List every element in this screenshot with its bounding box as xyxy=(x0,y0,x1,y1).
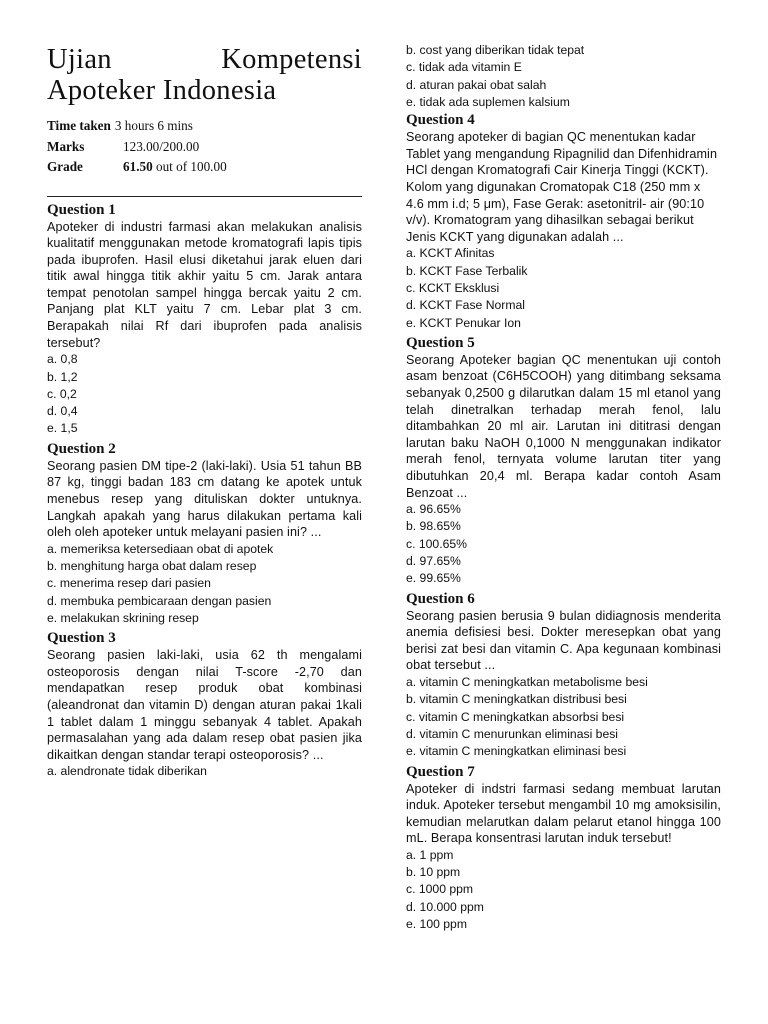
option-e: e. vitamin C meningkatkan eliminasi besi xyxy=(406,744,627,759)
option-b: b. cost yang diberikan tidak tepat xyxy=(406,43,585,57)
question-heading: Question 4 xyxy=(406,112,475,129)
option-d: d. 97.65% xyxy=(406,554,461,569)
marks-label: Marks xyxy=(47,138,85,154)
question-text: Apoteker di industri farmasi akan melakukan analisis kualitatif menggunakan metode kromatografi lapis tipis pada ibuprofen. Hasil elusi diketahui jarak eluen dari titik awal hingga titik akhir yaitu 5 cm. Jarak antara tempat penotolan sampel hingga bercak yaitu 2 cm. Panjang plat KLT yaitu 7 cm. Lebar plat 3 cm. Berapakah nilai Rf dari ibuprofen pada analisis tersebut? xyxy=(47,219,362,350)
title-line-2: Apoteker Indonesia xyxy=(47,75,277,106)
question-text: Seorang pasien DM tipe-2 (laki-laki). Usia 51 tahun BB 87 kg, tinggi badan 183 cm datang ke apotek untuk menebus resep yang dituliskan dokter untuknya. Langkah apakah yang harus dilakukan pertama kali oleh oleh apoteker untuk melayani pasien ini? ... xyxy=(47,458,362,540)
grade-row xyxy=(47,157,362,178)
right-column xyxy=(406,0,721,933)
title-line-1 xyxy=(47,44,362,75)
option-a: a. memeriksa ketersediaan obat di apotek xyxy=(47,541,274,556)
option-c: c. 1000 ppm xyxy=(406,882,474,897)
question-heading: Question 7 xyxy=(406,763,475,780)
question-text: Apoteker di indstri farmasi sedang membuat larutan induk. Apoteker tersebut mengambil 10 mg amoksisilin, kemudian melarutkan dalam pelarut etanol hingga 100 mL. Berapa konsentrasi larutan induk tersebut! xyxy=(406,781,721,846)
option-a: a. 96.65% xyxy=(406,502,461,517)
option-e: e. melakukan skrining resep xyxy=(47,610,199,625)
option-c: c. tidak ada vitamin E xyxy=(406,60,522,75)
answer-options xyxy=(47,351,362,437)
option-a: a. KCKT Afinitas xyxy=(406,246,495,261)
question-text: Seorang Apoteker bagian QC menentukan uji contoh asam benzoat (C6H5COOH) yang ditimbang seksama sebanyak 0,2500 g dilarutkan dalam 15 ml etanol yang telah dinetralkan terhadap merah fenol, lalu ditambahkan 20 ml air. Larutan ini dititrasi dengan larutan baku NaOH 0,1000 N menggunakan indikator merah fenol, ternyata volume larutan titer yang dibutuhkan 20,4 ml. Berapa kadar contoh Asam Benzoat ... xyxy=(406,352,721,500)
question-2 xyxy=(47,440,362,627)
question-text: Seorang apoteker di bagian QC menentukan kadar Tablet yang mengandung Ripagnilid dan Difenhidramin HCl dengan Kromatografi Cair Kinerja Tinggi (KCKT). Kolom yang digunakan Cromatopak C18 (250 mm x 4.6 mm i.d; 5 μm), Fase Gerak: asetonitril- air (90:10 v/v). Kromatogram yang dihasilkan sebagai berikut Jenis KCKT yang digunakan adalah ... xyxy=(406,130,718,244)
answer-options xyxy=(406,674,721,760)
option-b: b. 10 ppm xyxy=(406,865,461,880)
answer-options xyxy=(406,501,721,587)
question-heading: Question 5 xyxy=(406,334,475,351)
option-d: d. aturan pakai obat salah xyxy=(406,77,547,92)
option-e: e. 1,5 xyxy=(47,421,78,436)
question-heading: Question 6 xyxy=(406,590,475,607)
question-3 xyxy=(47,629,362,780)
title-word-1: Ujian xyxy=(47,44,112,75)
option-e: e. KCKT Penukar Ion xyxy=(406,315,521,330)
option-c: c. menerima resep dari pasien xyxy=(47,576,211,591)
question-text: Seorang pasien laki-laki, usia 62 th mengalami osteoporosis dengan nilai T-score -2,70 dan mendapatkan resep produk obat kombinasi (aleandronat dan vitamin D) dengan aturan pakai 1kali 1 tablet dalam 1 minggu sebanyak 4 tablet. Apakah permasalahan yang ada dalam resep obat pasien jika dikaitkan dengan standar terapi osteoporosis? ... xyxy=(47,648,362,762)
question-heading: Question 1 xyxy=(47,196,362,219)
question-5 xyxy=(406,334,721,588)
left-column xyxy=(47,0,362,781)
option-c: c. 100.65% xyxy=(406,536,467,551)
time-taken-label: Time taken xyxy=(47,118,111,133)
time-taken-row xyxy=(47,116,362,137)
question-4 xyxy=(406,111,721,332)
answer-options xyxy=(406,245,721,331)
option-d: d. vitamin C menurunkan eliminasi besi xyxy=(406,726,619,741)
question-6 xyxy=(406,590,721,761)
option-e: e. tidak ada suplemen kalsium xyxy=(406,94,570,109)
option-e: e. 99.65% xyxy=(406,571,461,586)
option-a: a. 1 ppm xyxy=(406,847,454,862)
option-d: d. 0,4 xyxy=(47,404,78,419)
question-3-continued xyxy=(406,42,721,111)
option-c: c. 0,2 xyxy=(47,386,77,401)
option-d: d. KCKT Fase Normal xyxy=(406,298,525,313)
question-1 xyxy=(47,196,362,438)
option-a: a. vitamin C meningkatkan metabolisme besi xyxy=(406,675,648,690)
question-heading: Question 2 xyxy=(47,440,116,457)
option-b: b. 98.65% xyxy=(406,519,461,534)
question-7 xyxy=(406,763,721,934)
option-a: a. 0,8 xyxy=(47,352,78,367)
option-b: b. KCKT Fase Terbalik xyxy=(406,263,528,278)
option-e: e. 100 ppm xyxy=(406,917,467,932)
option-b: b. vitamin C meningkatkan distribusi besi xyxy=(406,692,627,707)
answer-options xyxy=(406,847,721,933)
grade-suffix: out of 100.00 xyxy=(155,159,227,174)
title-word-2: Kompetensi xyxy=(221,44,362,75)
option-d: d. 10.000 ppm xyxy=(406,899,484,914)
answer-options xyxy=(47,541,362,627)
grade-label: Grade xyxy=(47,159,83,174)
option-b: b. menghitung harga obat dalam resep xyxy=(47,559,257,573)
option-b: b. 1,2 xyxy=(47,369,78,384)
question-heading: Question 3 xyxy=(47,630,116,647)
option-c: c. KCKT Eksklusi xyxy=(406,280,500,295)
grade-value-group xyxy=(123,157,227,178)
grade-value: 61.50 xyxy=(123,159,153,174)
option-c: c. vitamin C meningkatkan absorbsi besi xyxy=(406,709,625,724)
option-a: a. alendronate tidak diberikan xyxy=(47,764,207,779)
marks-value: 123.00/200.00 xyxy=(123,138,200,154)
quiz-summary xyxy=(47,116,362,178)
answer-options xyxy=(47,763,362,780)
option-d: d. membuka pembicaraan dengan pasien xyxy=(47,593,272,608)
page-title xyxy=(47,44,362,106)
time-taken-value: 3 hours 6 mins xyxy=(114,118,193,133)
question-text: Seorang pasien berusia 9 bulan didiagnosis menderita anemia defisiesi besi. Dokter meresepkan obat yang berisi zat besi dan vitamin C. Apa kegunaan kombinasi obat tersebut ... xyxy=(406,608,721,673)
marks-row xyxy=(47,137,362,158)
answer-options xyxy=(406,42,721,111)
